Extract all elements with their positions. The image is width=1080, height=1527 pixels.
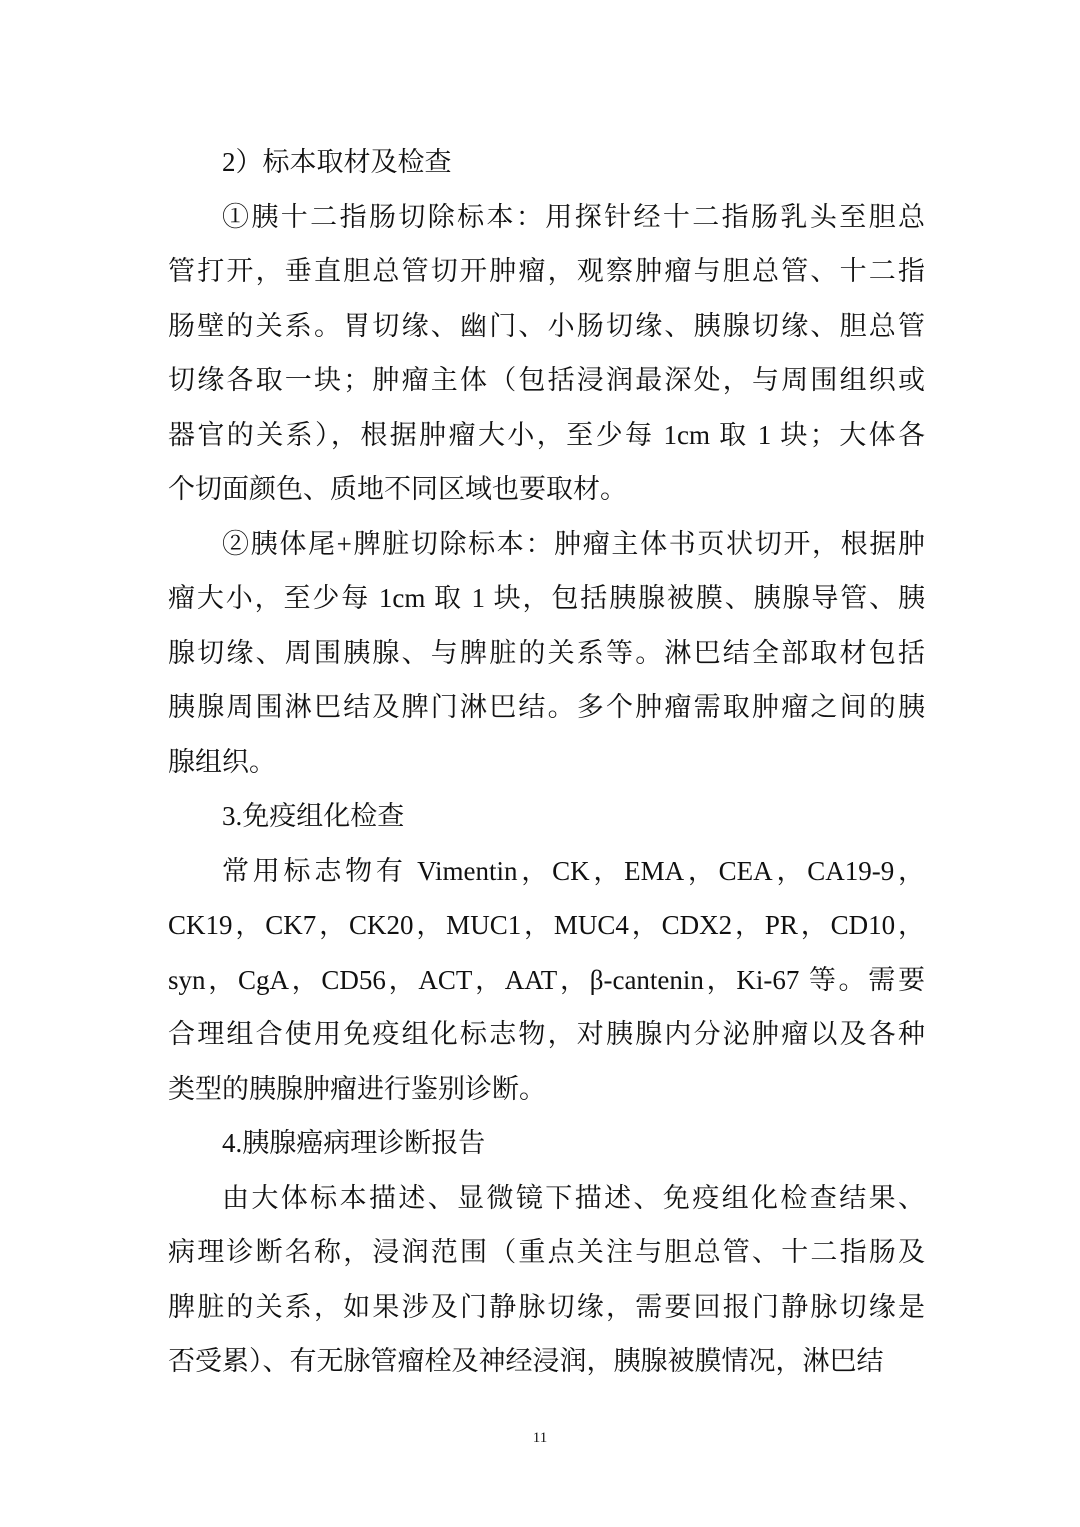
text-line: 肠壁的关系。胃切缘、幽门、小肠切缘、胰腺切缘、胆总管 [168,310,925,341]
text-line: 否受累）、有无脉管瘤栓及神经浸润，胰腺被膜情况，淋巴结 [168,1346,884,1376]
text-line: 常用标志物有 Vimentin，CK，EMA，CEA，CA19-9， [222,855,925,886]
text-line: 器官的关系），根据肿瘤大小，至少每 1cm 取 1 块；大体各 [168,419,925,450]
paragraph [168,517,925,790]
text-line: 由大体标本描述、显微镜下描述、免疫组化检查结果、 [222,1182,925,1213]
text-line: 病理诊断名称，浸润范围（重点关注与胆总管、十二指肠及 [168,1237,925,1267]
text-line: ①胰十二指肠切除标本：用探针经十二指肠乳头至胆总 [222,201,925,232]
text-line: CK19，CK7，CK20，MUC1，MUC4，CDX2，PR，CD10， [168,910,925,940]
text-line: 合理组合使用免疫组化标志物，对胰腺内分泌肿瘤以及各种 [168,1019,925,1049]
paragraph [168,1171,925,1389]
paragraph [168,844,925,1117]
text-line: 管打开，垂直胆总管切开肿瘤，观察肿瘤与胆总管、十二指 [168,256,925,286]
text-line: 瘤大小，至少每 1cm 取 1 块，包括胰腺被膜、胰腺导管、胰 [168,583,925,613]
section-heading [168,789,925,844]
page-number: 11 [532,1430,548,1446]
section-heading [168,135,925,190]
paragraph [168,190,925,517]
text-line: 腺组织。 [168,746,276,777]
text-line: 切缘各取一块；肿瘤主体（包括浸润最深处，与周围组织或 [168,365,925,395]
text-line: 3.免疫组化检查 [222,801,405,831]
text-line: 脾脏的关系，如果涉及门静脉切缘，需要回报门静脉切缘是 [168,1291,925,1322]
text-line: 个切面颜色、质地不同区域也要取材。 [168,474,627,504]
text-line: 类型的胰腺肿瘤进行鉴别诊断。 [168,1073,546,1104]
text-line: 腺切缘、周围胰腺、与脾脏的关系等。淋巴结全部取材包括 [168,637,925,668]
section-heading [168,1116,925,1171]
document-body [168,135,925,1389]
text-line: 胰腺周围淋巴结及脾门淋巴结。多个肿瘤需取肿瘤之间的胰 [168,692,925,722]
text-line: 2）标本取材及检查 [222,147,452,177]
text-line: syn，CgA，CD56，ACT，AAT，β-cantenin，Ki-67 等。需要 [168,964,925,995]
text-line: ②胰体尾+脾脏切除标本：肿瘤主体书页状切开，根据肿 [222,528,925,559]
text-line: 4.胰腺癌病理诊断报告 [222,1128,486,1158]
